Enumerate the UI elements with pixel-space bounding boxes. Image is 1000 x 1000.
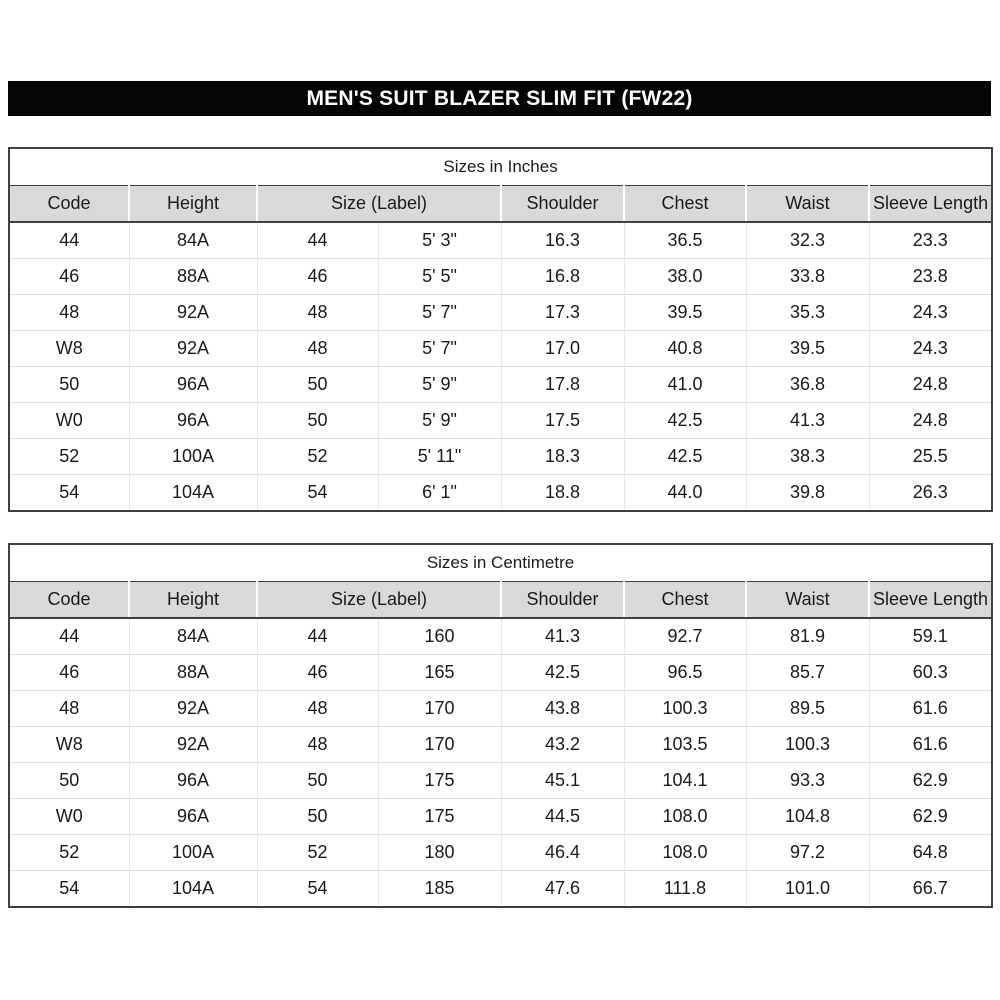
- table-cell: 93.3: [746, 763, 869, 799]
- table-cell: 44: [9, 222, 129, 259]
- table-cell: 5' 7": [378, 295, 501, 331]
- table-cell: 61.6: [869, 691, 992, 727]
- table-row: [9, 331, 992, 367]
- centimetre-table: [8, 543, 993, 908]
- table-cell: 103.5: [624, 727, 746, 763]
- table-cell: 46: [9, 655, 129, 691]
- table-row: [9, 475, 992, 512]
- table-cell: 42.5: [624, 439, 746, 475]
- table-cell: 96A: [129, 799, 257, 835]
- table-cell: 5' 11": [378, 439, 501, 475]
- table-cell: 104A: [129, 475, 257, 512]
- table-cell: 100A: [129, 835, 257, 871]
- table-row: [9, 367, 992, 403]
- table-cell: 46: [257, 655, 378, 691]
- table-cell: 44.5: [501, 799, 624, 835]
- table-cell: 17.0: [501, 331, 624, 367]
- table-cell: 44: [257, 618, 378, 655]
- table-cell: 36.8: [746, 367, 869, 403]
- table-row: [9, 259, 992, 295]
- inches-table: [8, 147, 993, 512]
- inches-table-section: [8, 147, 991, 512]
- table-cell: 48: [257, 295, 378, 331]
- column-header-sleeve-length: Sleeve Length: [869, 186, 992, 223]
- table-cell: 24.8: [869, 367, 992, 403]
- table-cell: 44: [9, 618, 129, 655]
- table-cell: 89.5: [746, 691, 869, 727]
- table-cell: 32.3: [746, 222, 869, 259]
- table-cell: 108.0: [624, 835, 746, 871]
- table-row: [9, 763, 992, 799]
- table-cell: 50: [257, 799, 378, 835]
- table-row: [9, 835, 992, 871]
- table-cell: W8: [9, 331, 129, 367]
- table-cell: 38.3: [746, 439, 869, 475]
- table-cell: 18.8: [501, 475, 624, 512]
- table-cell: 5' 7": [378, 331, 501, 367]
- table-cell: 96A: [129, 763, 257, 799]
- table-cell: 54: [9, 871, 129, 908]
- table-cell: 54: [257, 871, 378, 908]
- table-title-row: [9, 544, 992, 582]
- column-header-shoulder: Shoulder: [501, 186, 624, 223]
- table-cell: W0: [9, 403, 129, 439]
- table-cell: 39.5: [624, 295, 746, 331]
- centimetre-table-section: [8, 543, 991, 908]
- table-cell: 111.8: [624, 871, 746, 908]
- table-row: [9, 655, 992, 691]
- table-cell: 84A: [129, 618, 257, 655]
- table-cell: 46.4: [501, 835, 624, 871]
- table-cell: 5' 9": [378, 403, 501, 439]
- table-cell: 185: [378, 871, 501, 908]
- table-cell: 81.9: [746, 618, 869, 655]
- table-cell: 17.3: [501, 295, 624, 331]
- table-cell: 17.5: [501, 403, 624, 439]
- table-title: Sizes in Centimetre: [9, 544, 992, 582]
- header-row: [9, 582, 992, 619]
- table-cell: 48: [9, 295, 129, 331]
- table-cell: 165: [378, 655, 501, 691]
- table-cell: 97.2: [746, 835, 869, 871]
- table-cell: 175: [378, 763, 501, 799]
- table-row: [9, 439, 992, 475]
- table-cell: 48: [257, 331, 378, 367]
- table-cell: 92A: [129, 691, 257, 727]
- table-cell: 5' 5": [378, 259, 501, 295]
- table-cell: 41.3: [746, 403, 869, 439]
- table-row: [9, 618, 992, 655]
- table-cell: 175: [378, 799, 501, 835]
- table-cell: 16.8: [501, 259, 624, 295]
- table-cell: 41.0: [624, 367, 746, 403]
- table-cell: 96A: [129, 367, 257, 403]
- table-cell: 46: [9, 259, 129, 295]
- column-header-chest: Chest: [624, 186, 746, 223]
- table-cell: 24.8: [869, 403, 992, 439]
- column-header-size-label: Size (Label): [257, 582, 501, 619]
- inches-table-body: [9, 222, 992, 511]
- table-cell: 50: [257, 403, 378, 439]
- table-cell: 42.5: [624, 403, 746, 439]
- table-cell: 46: [257, 259, 378, 295]
- table-cell: 47.6: [501, 871, 624, 908]
- table-row: [9, 295, 992, 331]
- column-header-height: Height: [129, 582, 257, 619]
- column-header-waist: Waist: [746, 186, 869, 223]
- column-header-chest: Chest: [624, 582, 746, 619]
- table-cell: 52: [9, 439, 129, 475]
- table-cell: 42.5: [501, 655, 624, 691]
- table-cell: 33.8: [746, 259, 869, 295]
- table-cell: 17.8: [501, 367, 624, 403]
- table-cell: 101.0: [746, 871, 869, 908]
- table-cell: 92.7: [624, 618, 746, 655]
- column-header-shoulder: Shoulder: [501, 582, 624, 619]
- table-cell: 18.3: [501, 439, 624, 475]
- table-cell: 100.3: [746, 727, 869, 763]
- table-cell: 59.1: [869, 618, 992, 655]
- table-cell: 54: [257, 475, 378, 512]
- table-cell: 104A: [129, 871, 257, 908]
- table-cell: 48: [257, 691, 378, 727]
- table-cell: 44: [257, 222, 378, 259]
- centimetre-table-body: [9, 618, 992, 907]
- table-cell: 88A: [129, 259, 257, 295]
- title-text: MEN'S SUIT BLAZER SLIM FIT (FW22): [306, 86, 693, 110]
- header-row: [9, 186, 992, 223]
- table-cell: 92A: [129, 295, 257, 331]
- column-header-code: Code: [9, 186, 129, 223]
- table-cell: 85.7: [746, 655, 869, 691]
- column-header-waist: Waist: [746, 582, 869, 619]
- table-cell: 52: [257, 439, 378, 475]
- table-cell: 52: [9, 835, 129, 871]
- table-cell: 39.5: [746, 331, 869, 367]
- table-cell: 96.5: [624, 655, 746, 691]
- table-cell: 62.9: [869, 763, 992, 799]
- table-cell: 23.8: [869, 259, 992, 295]
- table-title: Sizes in Inches: [9, 148, 992, 186]
- table-cell: 61.6: [869, 727, 992, 763]
- table-cell: 38.0: [624, 259, 746, 295]
- table-cell: 43.2: [501, 727, 624, 763]
- table-cell: 25.5: [869, 439, 992, 475]
- table-row: [9, 871, 992, 908]
- table-cell: 5' 9": [378, 367, 501, 403]
- table-cell: 100.3: [624, 691, 746, 727]
- column-header-sleeve-length: Sleeve Length: [869, 582, 992, 619]
- table-cell: 170: [378, 691, 501, 727]
- table-cell: 48: [9, 691, 129, 727]
- column-header-size-label: Size (Label): [257, 186, 501, 223]
- table-cell: 50: [9, 763, 129, 799]
- table-row: [9, 727, 992, 763]
- table-cell: 104.8: [746, 799, 869, 835]
- table-cell: 50: [257, 367, 378, 403]
- table-title-row: [9, 148, 992, 186]
- table-cell: 64.8: [869, 835, 992, 871]
- table-cell: 160: [378, 618, 501, 655]
- table-cell: 40.8: [624, 331, 746, 367]
- table-cell: 96A: [129, 403, 257, 439]
- table-cell: 62.9: [869, 799, 992, 835]
- table-cell: W8: [9, 727, 129, 763]
- table-row: [9, 799, 992, 835]
- table-cell: 26.3: [869, 475, 992, 512]
- table-cell: 39.8: [746, 475, 869, 512]
- table-cell: 6' 1": [378, 475, 501, 512]
- table-cell: 84A: [129, 222, 257, 259]
- table-cell: 50: [9, 367, 129, 403]
- table-cell: 23.3: [869, 222, 992, 259]
- table-cell: 36.5: [624, 222, 746, 259]
- table-cell: 104.1: [624, 763, 746, 799]
- table-cell: 170: [378, 727, 501, 763]
- column-header-height: Height: [129, 186, 257, 223]
- table-cell: 54: [9, 475, 129, 512]
- table-cell: 92A: [129, 727, 257, 763]
- table-cell: 108.0: [624, 799, 746, 835]
- table-cell: 180: [378, 835, 501, 871]
- table-cell: 92A: [129, 331, 257, 367]
- table-cell: 41.3: [501, 618, 624, 655]
- table-row: [9, 403, 992, 439]
- table-cell: W0: [9, 799, 129, 835]
- table-cell: 45.1: [501, 763, 624, 799]
- table-cell: 24.3: [869, 331, 992, 367]
- table-cell: 35.3: [746, 295, 869, 331]
- table-cell: 24.3: [869, 295, 992, 331]
- table-cell: 48: [257, 727, 378, 763]
- title-banner: [8, 81, 991, 116]
- table-cell: 50: [257, 763, 378, 799]
- table-cell: 43.8: [501, 691, 624, 727]
- column-header-code: Code: [9, 582, 129, 619]
- table-cell: 60.3: [869, 655, 992, 691]
- table-row: [9, 691, 992, 727]
- table-cell: 52: [257, 835, 378, 871]
- table-cell: 5' 3": [378, 222, 501, 259]
- table-cell: 44.0: [624, 475, 746, 512]
- table-cell: 16.3: [501, 222, 624, 259]
- table-cell: 100A: [129, 439, 257, 475]
- table-cell: 66.7: [869, 871, 992, 908]
- table-cell: 88A: [129, 655, 257, 691]
- table-row: [9, 222, 992, 259]
